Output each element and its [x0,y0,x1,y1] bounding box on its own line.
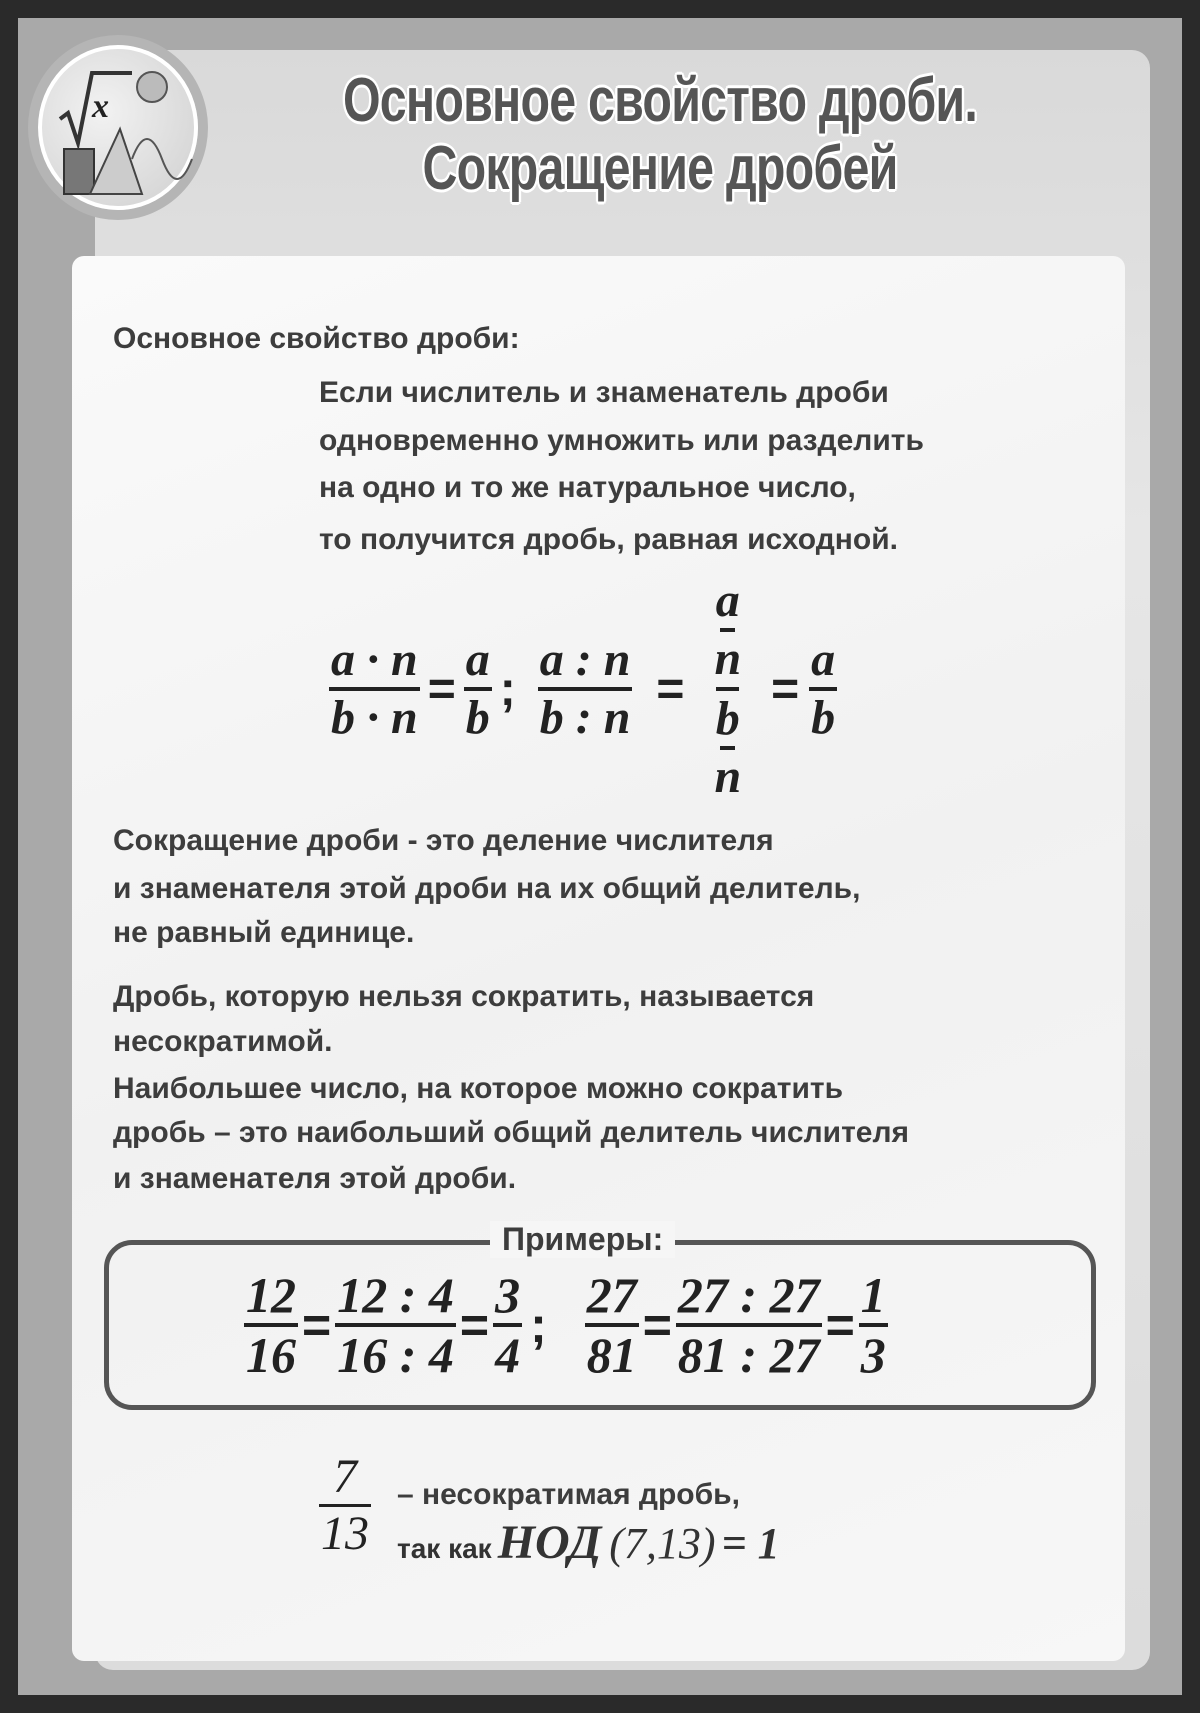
property-heading: Основное свойство дроби: [113,322,520,355]
denominator: n [714,632,742,685]
gcd-result: = 1 [721,1519,780,1568]
property-line: то получится дробь, равная исходной. [319,523,898,556]
irreducible-line: Наибольшее число, на которое можно сократить [113,1072,844,1105]
irreducible-line: несократимой. [113,1025,333,1058]
gcd-label: НОД [497,1516,602,1569]
irreducible-line: и знаменателя этой дроби. [113,1162,517,1195]
equals: = [771,662,800,716]
irreducible-example [315,1449,375,1560]
denominator: 13 [321,1506,369,1560]
note-text: – несократимая дробь, [397,1478,740,1511]
equals: = [427,662,456,716]
property-line: Если числитель и знаменатель дроби [319,376,889,409]
examples-formula [240,1267,892,1383]
equals: = [642,1297,672,1353]
numerator: 12 : 4 [337,1267,454,1323]
denominator: n [714,750,742,803]
denominator: b [465,691,490,744]
fraction [244,1267,298,1383]
fraction [859,1267,888,1383]
numerator: a : n [539,633,631,686]
reduction-line: Сокращение дроби - это деление числителя [113,824,774,857]
title-line-2: Сокращение дробей [422,134,898,203]
numerator: 27 [586,1267,637,1323]
separator: ; [499,662,516,716]
denominator: 81 [586,1327,637,1383]
fraction [585,1267,639,1383]
property-line: одновременно умножить или разделить [319,424,924,457]
fraction [712,692,743,803]
numerator: 7 [333,1449,357,1503]
equals: = [459,1297,490,1353]
fraction [676,1267,822,1383]
fraction [712,574,743,685]
title-line-1: Основное свойство дроби. [342,66,978,135]
equals: = [825,1297,855,1353]
denominator: 3 [860,1327,886,1383]
denominator: 16 : 4 [337,1327,454,1383]
svg-text:x: x [92,88,109,125]
numerator: 3 [495,1267,521,1323]
numerator: a [811,633,836,686]
property-formula [325,574,841,803]
denominator: 4 [495,1327,521,1383]
property-line: на одно и то же натуральное число, [319,471,856,504]
examples-label: Примеры: [490,1221,675,1258]
reduction-line: не равный единице. [113,916,415,949]
equals: = [656,662,685,716]
denominator: 81 : 27 [677,1327,820,1383]
reduction-line: и знаменателя этой дроби на их общий делитель, [113,872,861,905]
denominator: 16 [246,1327,296,1383]
numerator: 12 [246,1267,296,1323]
numerator: a [465,633,490,686]
fraction [319,1449,371,1560]
fraction [809,633,837,744]
math-symbols-icon [38,45,198,210]
fraction [329,633,420,744]
compound-fraction [708,574,747,803]
separator: ; [530,1297,547,1353]
numerator: a [715,574,740,627]
numerator: a · n [331,633,418,686]
numerator: 1 [860,1267,886,1323]
denominator: b · n [331,691,418,744]
numerator: b [715,692,740,745]
gcd-statement [397,1515,780,1570]
note-text: так как [397,1533,492,1564]
page-title [325,66,996,203]
denominator: b [811,691,836,744]
equals: = [302,1297,332,1353]
irreducible-line: дробь – это наибольший общий делитель числителя [113,1116,910,1149]
numerator: 27 : 27 [677,1267,820,1323]
content-card [72,256,1125,1661]
fraction [335,1267,456,1383]
gcd-args: (7,13) [609,1519,716,1568]
fraction [464,633,492,744]
fraction [538,633,633,744]
denominator: b : n [539,691,631,744]
fraction [493,1267,522,1383]
irreducible-line: Дробь, которую нельзя сократить, называется [113,980,815,1013]
